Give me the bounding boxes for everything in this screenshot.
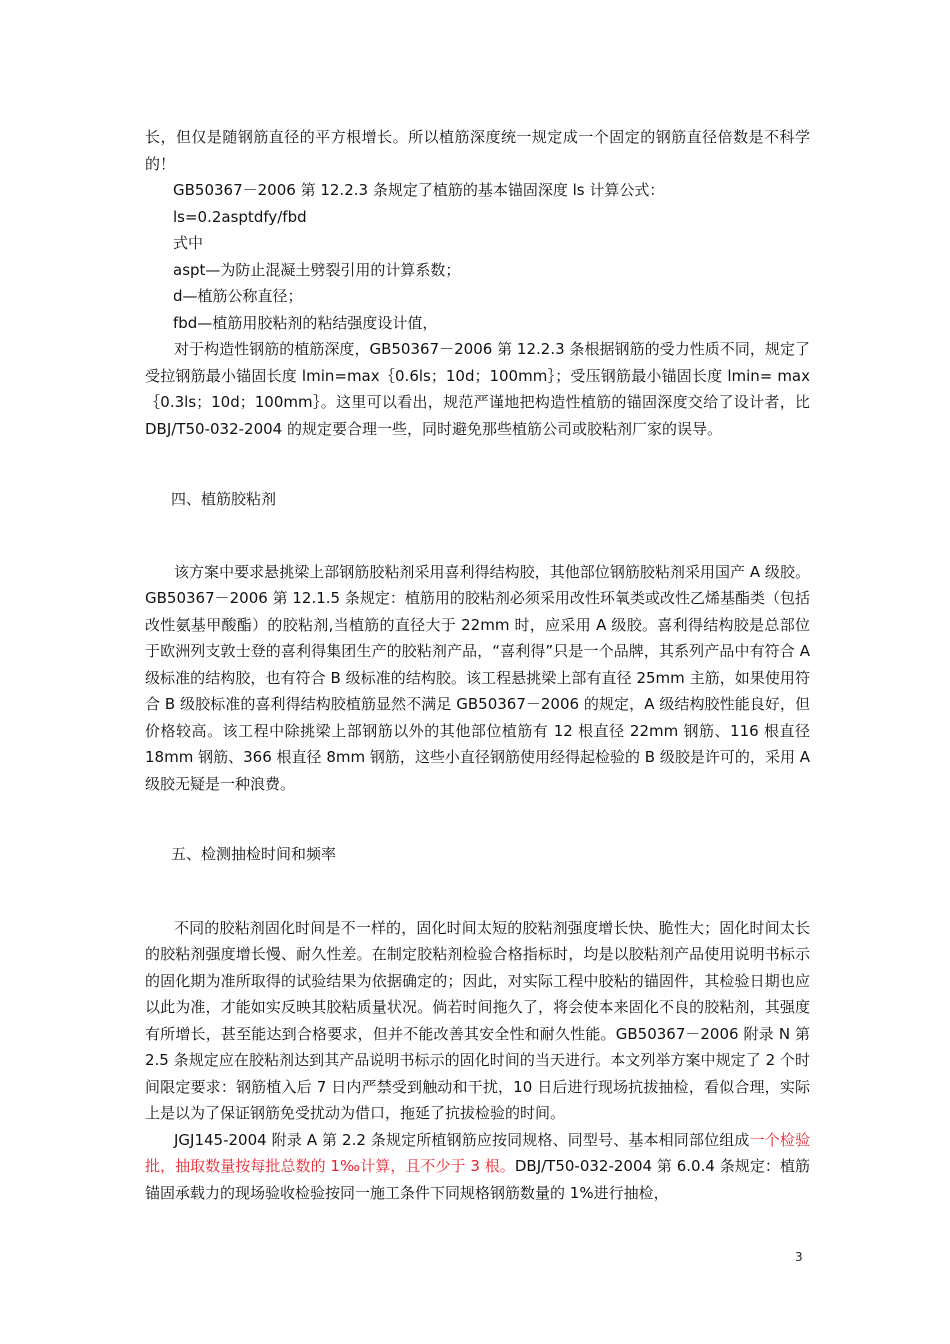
sampling-text-highlight: 一个检验批，抽取数量按每批总数的 1‰计算，且不少于 3 根。 — [145, 1130, 810, 1175]
paragraph-curing-time: 不同的胶粘剂固化时间是不一样的，固化时间太短的胶粘剂强度增长快、脆性大；固化时间太长的胶粘剂强度增长慢、耐久性差。在制定胶粘剂检验合格指标时，均是以胶粘剂产品使用说明书标示的固化期为准所取得的试验结果为依据确定的；因此，对实际工程中胶粘的锚固件，其检验日期也应以此为准，才能如实反映其胶粘质量状况。倘若时间拖久了，将会使本来固化不良的胶粘剂，其强度有所增长，甚至能达到合格要求，但并不能改善其安全性和耐久性能。GB50367－2006 附录 N 第 2.5 条规定应在胶粘剂达到其产品说明书标示的固化时间的当天进行。本文列举方案中规定了 2 个时间限定要求：钢筋植入后 7 日内严禁受到触动和干扰，10 日后进行现场抗拔抽检，看似合理，实际上是以为了保证钢筋免受扰动为借口，拖延了抗拔检验的时间。 — [145, 918, 810, 1122]
paragraph-structural-rebar: 对于构造性钢筋的植筋深度，GB50367－2006 第 12.2.3 条根据钢筋的受力性质不同，规定了受拉钢筋最小锚固长度 lmin=max｛0.6ls；10d；100mm｝；受压钢筋最小锚固长度 lmin= max｛0.3ls；10d；100mm｝。这里可以看出，规范严谨地把构造性植筋的锚固深度交给了设计者，比 DBJ/T50-032-2004 的规定要合理一些，同时避免那些植筋公司或胶粘剂厂家的误导。 — [145, 340, 810, 438]
paragraph-adhesive: 该方案中要求悬挑梁上部钢筋胶粘剂采用喜利得结构胶，其他部位钢筋胶粘剂采用国产 A 级胶。GB50367－2006 第 12.1.5 条规定：植筋用的胶粘剂必须采用改性环氧类或改性乙烯基酯类（包括改性氨基甲酸酯）的胶粘剂,当植筋的直径大于 22mm 时，应采用 A 级胶。喜利得结构胶是总部位于欧洲列支敦士登的喜利得集团生产的胶粘剂产品，“喜利得”只是一个品牌，其系列产品中有符合 A 级标准的结构胶，也有符合 B 级标准的结构胶。该工程悬挑梁上部有直径 25mm 主筋，如果使用符合 B 级胶标准的喜利得结构胶植筋显然不满足 GB50367－2006 的规定，A 级结构胶性能良好，但价格较高。该工程中除挑梁上部钢筋以外的其他部位植筋有 12 根直径 22mm 钢筋、116 根直径 18mm 钢筋、366 根直径 8mm 钢筋，这些小直径钢筋使用经得起检验的 B 级胶是许可的，采用 A 级胶无疑是一种浪费。 — [145, 562, 810, 793]
formula: ls=0.2asptdfy/fbd — [173, 207, 307, 226]
page-number: 3 — [795, 1250, 803, 1264]
document-body — [145, 124, 810, 1206]
section-heading-5: 五、检测抽检时间和频率 — [171, 845, 337, 863]
sampling-text-end: DBJ/T50-032-2004 第 6.0.4 条规定：植筋锚固承载力的现场验收检验按同一施工条件下同规格钢筋数量的 1%进行抽检， — [145, 1157, 810, 1202]
section-heading-4: 四、植筋胶粘剂 — [171, 490, 277, 508]
definition-fbd: fbd—植筋用胶粘剂的粘结强度设计值， — [173, 313, 438, 332]
sampling-text-start: JGJ145-2004 附录 A 第 2.2 条规定所植钢筋应按同规格、同型号、基本相同部位组成 — [174, 1130, 750, 1149]
formula-where: 式中 — [173, 234, 204, 252]
definition-aspt: aspt—为防止混凝土劈裂引用的计算系数； — [173, 260, 461, 279]
paragraph-sampling — [145, 1127, 810, 1207]
paragraph-continuation: 长，但仅是随钢筋直径的平方根增长。所以植筋深度统一规定成一个固定的钢筋直径倍数是不科学的！ — [145, 128, 810, 173]
definition-d: d—植筋公称直径； — [173, 287, 303, 305]
paragraph-formula-intro: GB50367－2006 第 12.2.3 条规定了植筋的基本锚固深度 ls 计算公式： — [173, 181, 665, 199]
